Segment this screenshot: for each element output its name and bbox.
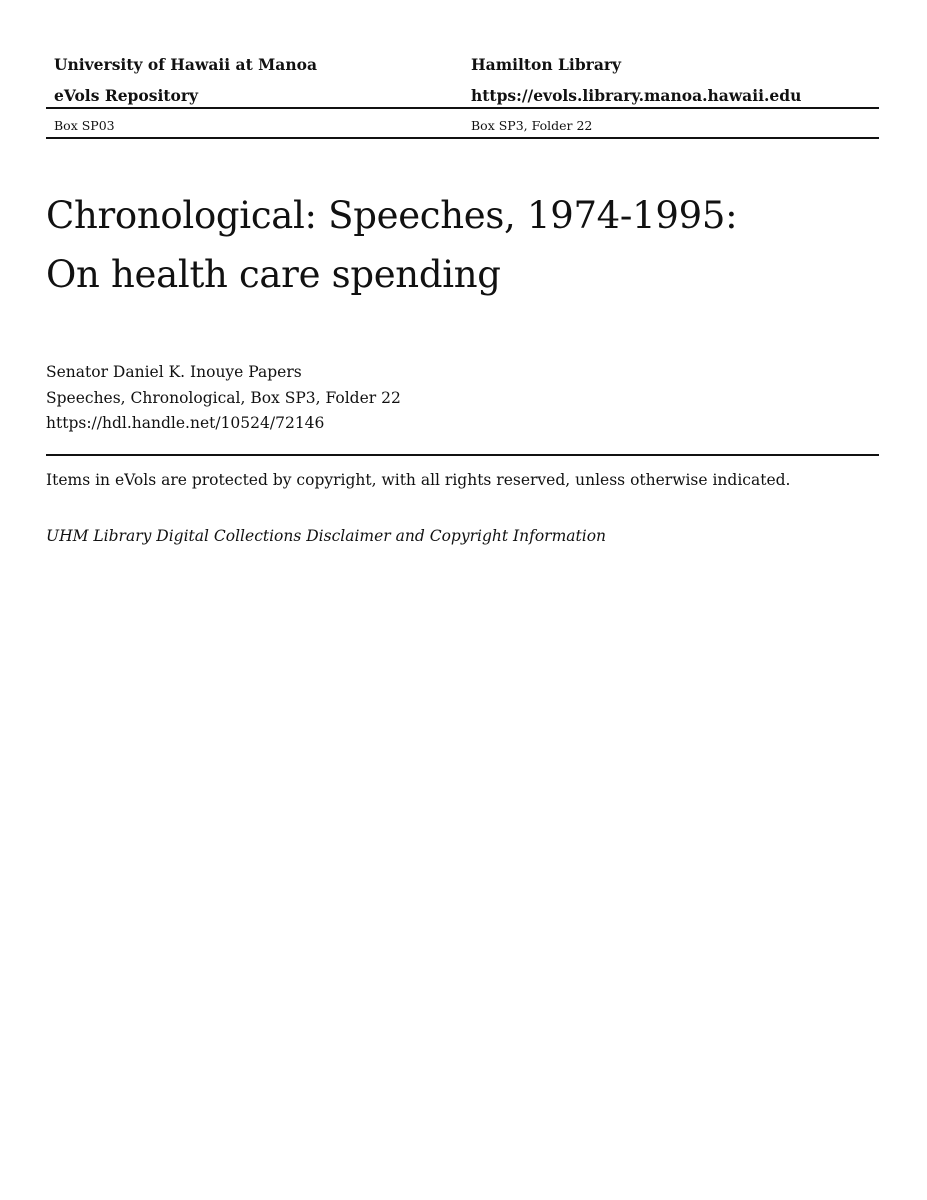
library-name: Hamilton Library — [471, 55, 622, 74]
header-divider-top — [46, 107, 879, 109]
title-line-1: Chronological: Speeches, 1974-1995: — [46, 194, 738, 237]
disclaimer-link[interactable]: UHM Library Digital Collections Disclaimer and Copyright Information — [46, 527, 607, 545]
handle-link[interactable]: https://hdl.handle.net/10524/72146 — [46, 414, 325, 432]
header-divider-bottom — [46, 137, 879, 139]
series-info: Speeches, Chronological, Box SP3, Folder 22 — [46, 388, 401, 407]
institution-name: University of Hawaii at Manoa — [54, 55, 317, 74]
header-row-2 — [46, 83, 879, 114]
repository-name: eVols Repository — [54, 86, 199, 105]
document-title — [46, 186, 879, 304]
title-line-2: On health care spending — [46, 253, 501, 296]
header-row-1 — [46, 52, 879, 83]
metadata-block — [46, 360, 401, 437]
box-id: Box SP03 — [54, 118, 115, 133]
metadata-divider — [46, 454, 879, 456]
box-row — [46, 116, 879, 136]
rights-statement: Items in eVols are protected by copyright, with all rights reserved, unless otherwise indicated. — [46, 471, 791, 489]
header — [46, 52, 879, 114]
repository-url[interactable]: https://evols.library.manoa.hawaii.edu — [471, 86, 802, 105]
box-folder: Box SP3, Folder 22 — [471, 118, 593, 133]
collection-name: Senator Daniel K. Inouye Papers — [46, 363, 302, 381]
